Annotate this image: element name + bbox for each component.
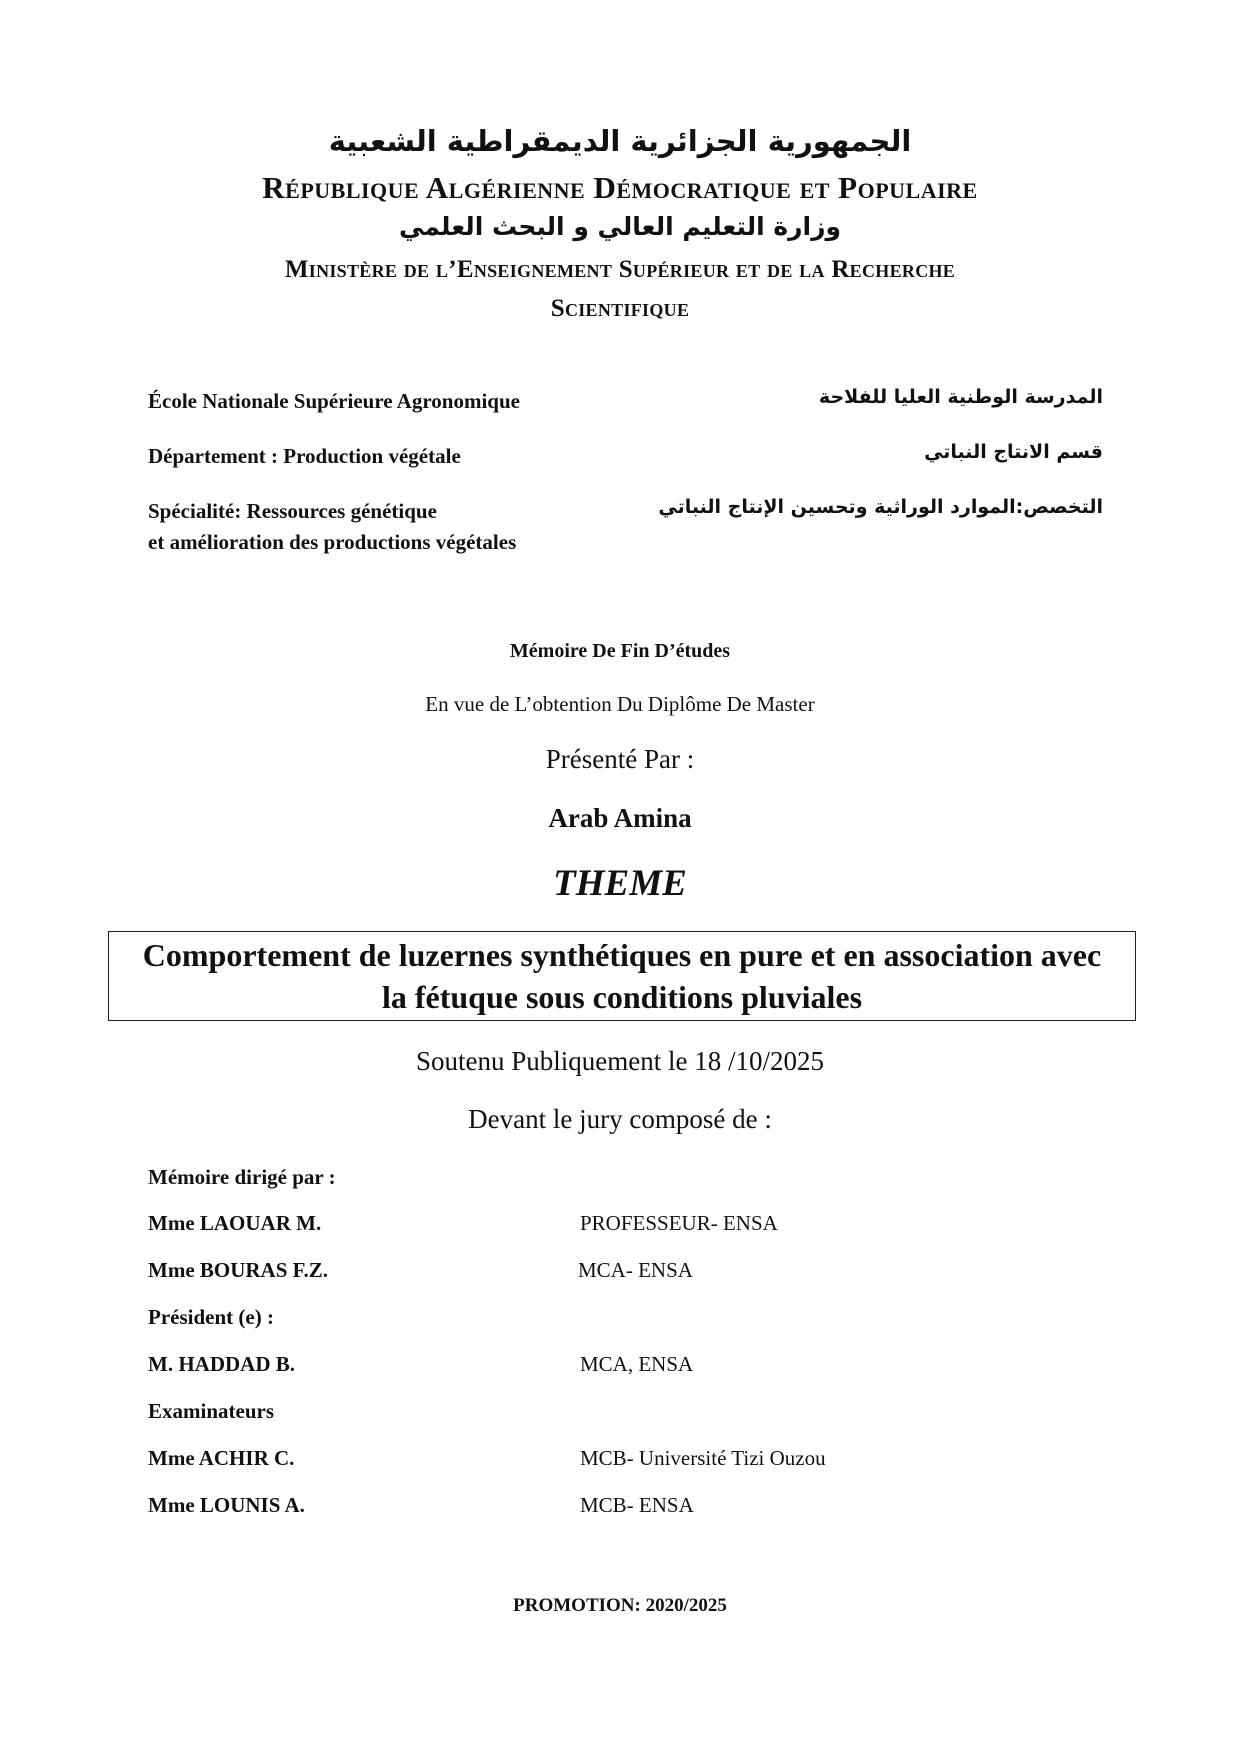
presented-by-label: Présenté Par : — [545, 744, 695, 774]
president-name: M. HADDAD B. — [148, 1352, 295, 1376]
specialty-french — [148, 496, 516, 558]
jury-intro: Devant le jury composé de : — [468, 1104, 772, 1134]
department-arabic: قسم الانتاج النباتي — [924, 441, 1103, 463]
school-name-french: École Nationale Supérieure Agronomique — [148, 389, 520, 413]
president-role: MCA, ENSA — [580, 1352, 694, 1376]
ministry-french-line2: Scientifique — [550, 295, 690, 322]
republic-arabic: الجمهورية الجزائرية الديمقراطية الشعبية — [328, 124, 912, 158]
thesis-purpose: En vue de L’obtention Du Diplôme De Master — [425, 692, 815, 716]
director2-role: MCA- ENSA — [578, 1258, 693, 1282]
theme-label: THEME — [553, 863, 687, 904]
thesis-title-line2: la fétuque sous conditions pluviales — [381, 979, 863, 1015]
ministry-arabic: وزارة التعليم العالي و البحث العلمي — [398, 212, 842, 241]
directed-by-label: Mémoire dirigé par : — [148, 1165, 336, 1189]
defense-date: Soutenu Publiquement le 18 /10/2025 — [416, 1046, 824, 1076]
specialty-french-line1: Spécialité: Ressources génétique — [148, 499, 437, 523]
director1-name: Mme LAOUAR M. — [148, 1211, 322, 1235]
president-label: Président (e) : — [148, 1305, 274, 1329]
examiner1-name: Mme ACHIR C. — [148, 1446, 295, 1470]
specialty-arabic: التخصص:الموارد الوراثية وتحسين الإنتاج النباتي — [658, 496, 1103, 518]
examiners-label: Examinateurs — [148, 1399, 274, 1423]
school-name-arabic: المدرسة الوطنية العليا للفلاحة — [818, 386, 1103, 408]
specialty-french-line2: et amélioration des productions végétales — [148, 530, 517, 554]
director2-name: Mme BOURAS F.Z. — [148, 1258, 329, 1282]
republic-french: République Algérienne Démocratique et Populaire — [262, 170, 978, 205]
department-french: Département : Production végétale — [148, 444, 461, 468]
thesis-type: Mémoire De Fin D’études — [509, 640, 731, 662]
ministry-french-line1: Ministère de l’Enseignement Supérieur et de la Recherche — [284, 256, 956, 283]
thesis-title-line1: Comportement de luzernes synthétiques en pure et en association avec — [142, 937, 1102, 973]
thesis-title-box — [108, 931, 1136, 1021]
thesis-title — [143, 934, 1101, 1018]
examiner2-role: MCB- ENSA — [580, 1493, 694, 1517]
promotion: PROMOTION: 2020/2025 — [513, 1595, 727, 1616]
director1-role: PROFESSEUR- ENSA — [580, 1211, 778, 1235]
author-name: Arab Amina — [548, 803, 692, 833]
examiner2-name: Mme LOUNIS A. — [148, 1493, 305, 1517]
examiner1-role: MCB- Université Tizi Ouzou — [580, 1446, 826, 1470]
